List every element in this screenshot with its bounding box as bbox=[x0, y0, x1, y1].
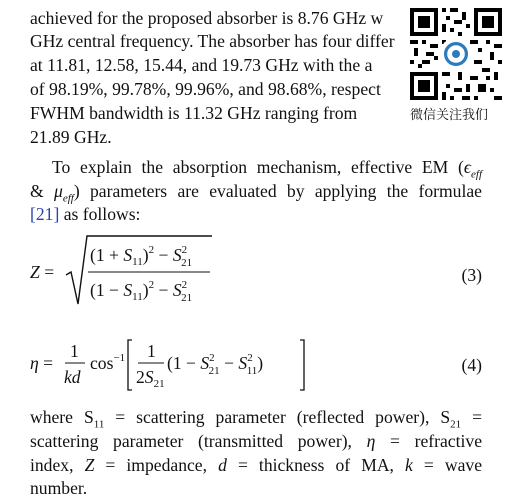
svg-text:Z =: Z = bbox=[30, 262, 55, 282]
paragraph-3-line-1: where $S_{11}$ = scattering parameter (reflected power), $S_{21}$ = bbox=[30, 407, 483, 431]
svg-text:1: 1 bbox=[147, 341, 156, 361]
equation-4-number: (4) bbox=[461, 355, 482, 375]
paragraph-2-line-3: [21] as follows: bbox=[30, 204, 141, 224]
svg-text:kd: kd bbox=[64, 367, 81, 387]
svg-text:(1 + S11)2 − S221: $(1 + S_{11})^2 - S^2$ 21 bbox=[90, 244, 193, 269]
qr-caption: 微信关注我们 bbox=[410, 108, 489, 123]
svg-text:1: 1 bbox=[70, 341, 79, 361]
equation-3-number: (3) bbox=[461, 265, 482, 285]
svg-text:η =: η = bbox=[30, 353, 54, 373]
equation-3-formula bbox=[30, 232, 230, 312]
text-line-4: of 98.19%, 99.78%, 99.96%, and 98.68%, respect bbox=[30, 79, 381, 99]
text-line-2: GHz central frequency. The absorber has four differ bbox=[30, 31, 395, 51]
text-line-5: FWHM bandwidth is 11.32 GHz ranging from bbox=[30, 103, 358, 123]
equation-4-formula bbox=[30, 335, 310, 395]
equation-3 bbox=[30, 232, 482, 312]
paragraph-3-line-3: index, Z = impedance, d = thickness of MA, k = wave bbox=[30, 455, 483, 475]
paragraph-2-line-1: To explain the absorption mechanism, effective EM ($\epsilon_{eff}$ bbox=[52, 157, 482, 181]
text-line-1: achieved for the proposed absorber is 8.76 GHz w bbox=[30, 8, 384, 28]
qr-code bbox=[410, 8, 502, 100]
text-line-6: 21.89 GHz. bbox=[30, 127, 112, 147]
svg-text:2S21: $2S_{21}$ bbox=[136, 367, 165, 390]
paragraph-2-line-2: & $\mu_{eff}$) parameters are evaluated by applying the formulae bbox=[30, 181, 482, 205]
text-line-3: at 11.81, 12.58, 15.44, and 19.73 GHz with the a bbox=[30, 55, 373, 75]
paragraph-3-line-2: scattering parameter (transmitted power), η = refractive bbox=[30, 431, 483, 451]
svg-text:(1 − S11)2 − S221: $(1 - S_{11})^2 - S^2$ 21 bbox=[90, 279, 193, 304]
paragraph-3-line-4: number. bbox=[30, 478, 88, 498]
svg-text:(1 − S221 − S211): ($1 - S^2$ $21 - S^2$ 11) bbox=[167, 352, 264, 377]
equation-4 bbox=[30, 335, 482, 395]
svg-text:cos−1: $\cos^{-1}$ bbox=[90, 352, 126, 373]
citation-link[interactable]: [21] bbox=[30, 204, 60, 224]
